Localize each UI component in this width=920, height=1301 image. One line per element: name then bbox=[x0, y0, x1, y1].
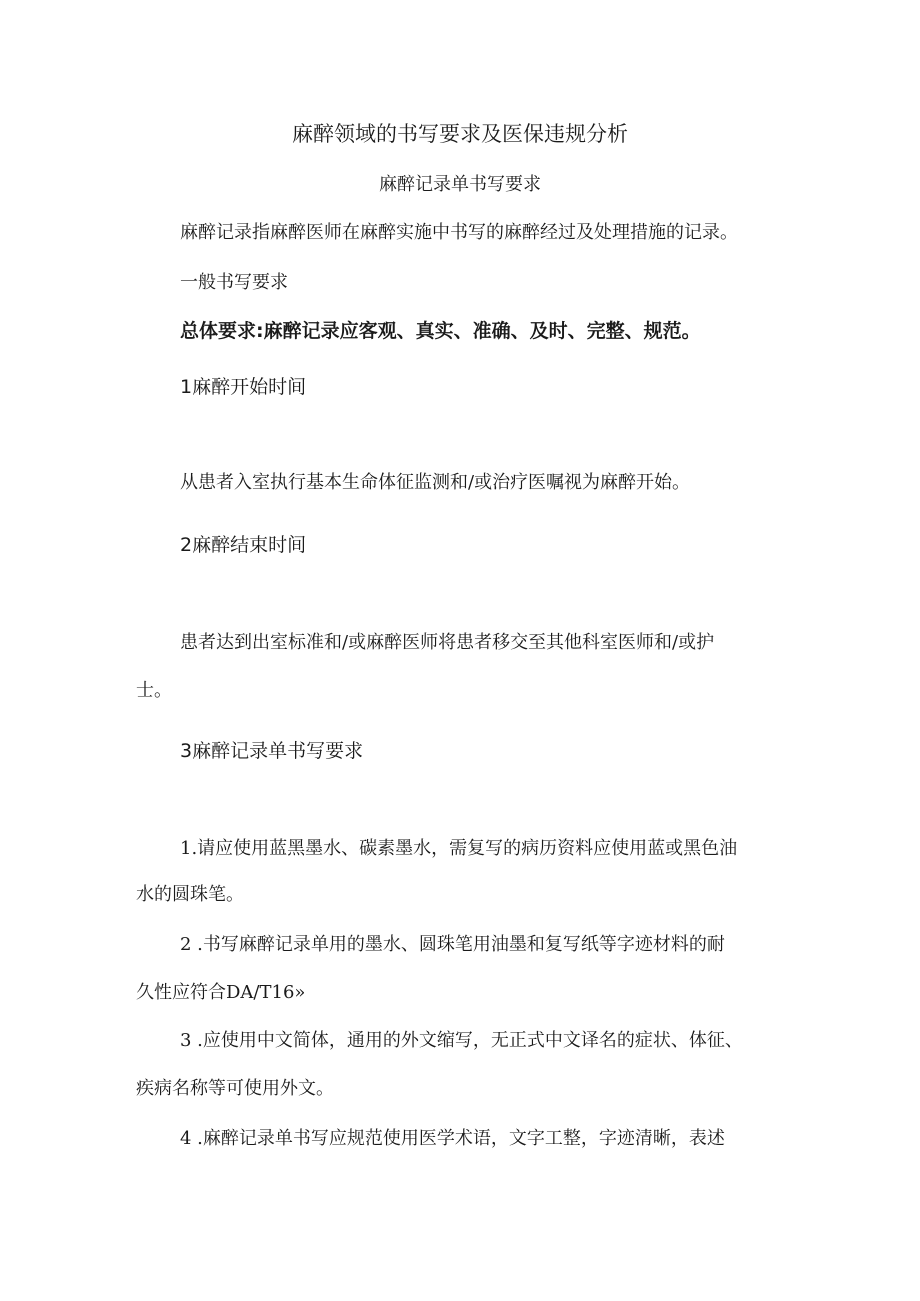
section-heading-start-time: 1麻醉开始时间 bbox=[180, 376, 307, 398]
section-text-end-time-line1: 患者达到出室标准和/或麻醉医师将患者移交至其他科室医师和/或护 bbox=[180, 632, 715, 653]
general-requirements-heading: 一般书写要求 bbox=[180, 272, 288, 293]
section-text-start-time: 从患者入室执行基本生命体征监测和/或治疗医嘱视为麻醉开始。 bbox=[180, 472, 691, 493]
list-item-4-line1: 4 .麻醉记录单书写应规范使用医学术语，文字工整，字迹清晰，表述 bbox=[180, 1128, 725, 1149]
section-heading-record-requirements: 3麻醉记录单书写要求 bbox=[180, 740, 364, 762]
list-item-2-line2: 久性应符合DA/T16» bbox=[136, 982, 306, 1003]
list-item-3-line2: 疾病名称等可使用外文。 bbox=[136, 1078, 334, 1099]
list-item-1-line2: 水的圆珠笔。 bbox=[136, 884, 244, 905]
section-heading-end-time: 2麻醉结束时间 bbox=[180, 534, 307, 556]
document-subtitle: 麻醉记录单书写要求 bbox=[379, 174, 541, 195]
section-text-end-time-line2: 士。 bbox=[136, 680, 172, 701]
intro-paragraph: 麻醉记录指麻醉医师在麻醉实施中书写的麻醉经过及处理措施的记录。 bbox=[180, 222, 738, 243]
document-title: 麻醉领域的书写要求及医保违规分析 bbox=[292, 122, 628, 146]
list-item-2-line1: 2 .书写麻醉记录单用的墨水、圆珠笔用油墨和复写纸等字迹材料的耐 bbox=[180, 934, 725, 955]
list-item-3-line1: 3 .应使用中文简体，通用的外文缩写，无正式中文译名的症状、体征、 bbox=[180, 1030, 743, 1051]
overall-requirement: 总体要求:麻醉记录应客观、真实、准确、及时、完整、规范。 bbox=[180, 320, 701, 342]
list-item-1-line1: 1.请应使用蓝黑墨水、碳素墨水，需复写的病历资料应使用蓝或黑色油 bbox=[180, 838, 738, 859]
